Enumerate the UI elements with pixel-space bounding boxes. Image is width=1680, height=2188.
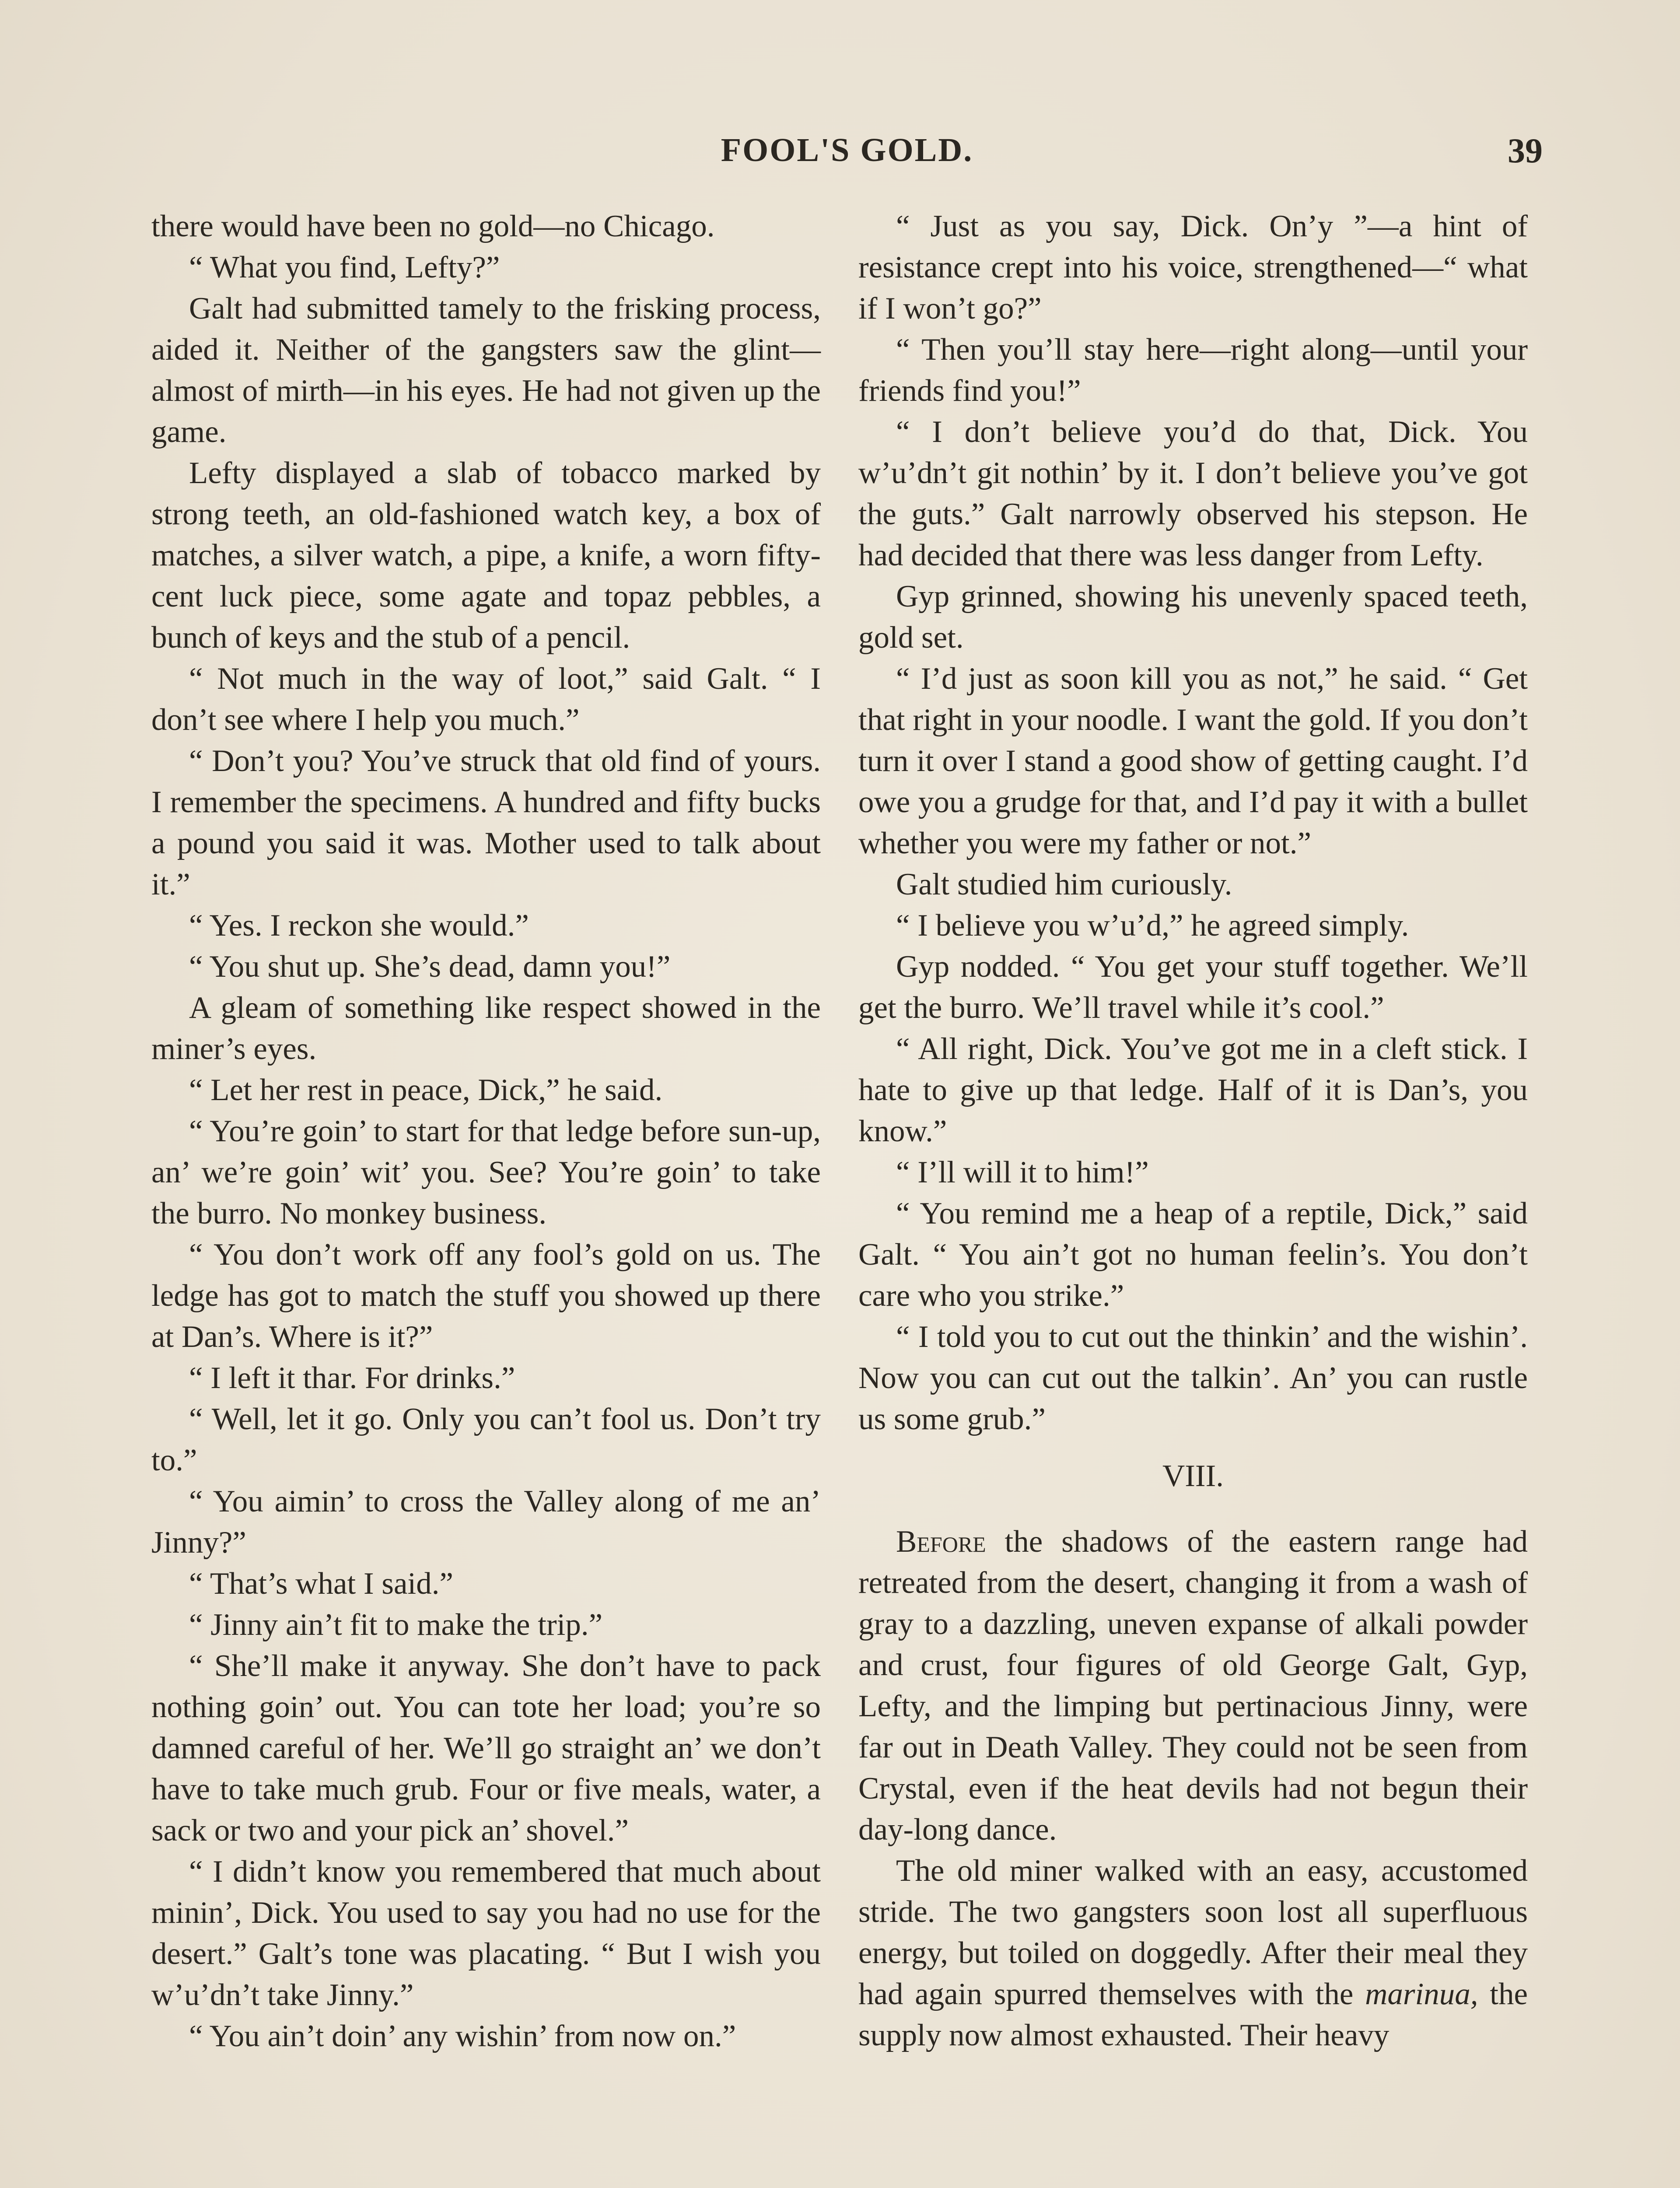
chapter-first-word: Before <box>896 1525 986 1559</box>
chapter-second-paragraph <box>858 1850 1528 2056</box>
paragraph: “ Just as you say, Dick. On’y ”—a hint of resistance crept into his voice, strengthened—“ what if I won’t go?” <box>858 209 1528 326</box>
right-column <box>858 206 1528 2056</box>
paragraph: “ Well, let it go. Only you can’t fool us. Don’t try to.” <box>151 1402 821 1477</box>
chapter-opening-paragraph <box>858 1521 1528 1850</box>
paragraph: “ I didn’t know you remembered that much about minin’, Dick. You used to say you had no use for the desert.” Galt’s tone was placating. “ But I wish you w’u’dn’t take Jinny.” <box>151 1855 821 2012</box>
paragraph: “ Don’t you? You’ve struck that old find of yours. I remember the specimens. A hundred and fifty bucks a pound you said it was. Mother used to talk about it.” <box>151 744 821 901</box>
paragraph: “ I’ll will it to him!” <box>896 1155 1149 1189</box>
running-title: FOOL'S GOLD. <box>721 132 973 168</box>
page-header <box>151 131 1543 179</box>
paragraph: “ I left it thar. For drinks.” <box>189 1361 515 1395</box>
chapter-heading: VIII. <box>1162 1459 1224 1493</box>
paragraph: Galt had submitted tamely to the frisking process, aided it. Neither of the gangsters saw the glint—almost of mirth—in his eyes. He had not given up the game. <box>151 291 821 449</box>
paragraph: Gyp nodded. “ You get your stuff together. We’ll get the burro. We’ll travel while it’s cool.” <box>858 950 1528 1025</box>
paragraph: A gleam of something like respect showed in the miner’s eyes. <box>151 991 821 1066</box>
paragraph: “ Not much in the way of loot,” said Galt. “ I don’t see where I help you much.” <box>151 662 821 737</box>
paragraph: “ Jinny ain’t fit to make the trip.” <box>189 1608 603 1642</box>
paragraph: “ You aimin’ to cross the Valley along of me an’ Jinny?” <box>151 1484 821 1560</box>
paragraph: “ What you find, Lefty?” <box>189 250 500 284</box>
chapter-second-text-b: the supply now almost exhausted. Their heavy <box>858 1977 1528 2052</box>
paragraph: “ I’d just as soon kill you as not,” he said. “ Get that right in your noodle. I want the gold. If you don’t turn it over I stand a good show of getting caught. I’d owe you a grudge for that, and I’d pay it with a bullet whether you were my father or not.” <box>858 662 1528 860</box>
paragraph: Galt studied him curiously. <box>896 867 1232 901</box>
chapter-second-text-a: The old miner walked with an easy, accustomed stride. The two gangsters soon lost all superfluous energy, but toiled on doggedly. After their meal they had again spurred themselves with the <box>858 1854 1528 2011</box>
paragraph: “ That’s what I said.” <box>189 1567 453 1601</box>
paragraph: “ You shut up. She’s dead, damn you!” <box>189 950 671 984</box>
paragraph: Gyp grinned, showing his unevenly spaced teeth, gold set. <box>858 579 1528 655</box>
page-number: 39 <box>1508 132 1543 170</box>
paragraph: Lefty displayed a slab of tobacco marked by strong teeth, an old-fashioned watch key, a box of matches, a silver watch, a pipe, a knife, a worn fifty-cent luck piece, some agate and topaz pebbles, a bunch of keys and the stub of a pencil. <box>151 456 821 655</box>
left-column <box>151 206 821 2057</box>
paragraph: “ I believe you w’u’d,” he agreed simply. <box>896 908 1409 943</box>
chapter-opening-text: the shadows of the eastern range had retreated from the desert, changing it from a wash of gray to a dazzling, uneven expanse of alkali powder and crust, four figures of old George Galt, Gyp, Lefty, and the limping but pertinacious Jinny, were far out in Death Valley. They could not be seen from Crystal, even if the heat devils had not begun their day-long dance. <box>858 1525 1528 1847</box>
right-column-dialogue <box>858 206 1528 1440</box>
paragraph: “ You remind me a heap of a reptile, Dick,” said Galt. “ You ain’t got no human feelin’s. You don’t care who you strike.” <box>858 1196 1528 1313</box>
paragraph: “ I don’t believe you’d do that, Dick. You w’u’dn’t git nothin’ by it. I don’t believe you’ve got the guts.” Galt narrowly observed his stepson. He had decided that there was less danger from Lefty. <box>858 415 1528 572</box>
paragraph: “ I told you to cut out the thinkin’ and the wishin’. Now you can cut out the talkin’. An’ you can rustle us some grub.” <box>858 1320 1528 1436</box>
italic-word: marinua, <box>1365 1977 1478 2011</box>
paragraph: “ She’ll make it anyway. She don’t have to pack nothing goin’ out. You can tote her load; you’re so damned careful of her. We’ll go straight an’ we don’t have to take much grub. Four or five meals, water, a sack or two and your pick an’ shovel.” <box>151 1649 821 1848</box>
paragraph: “ You’re goin’ to start for that ledge before sun-up, an’ we’re goin’ wit’ you. See? You’re goin’ to take the burro. No monkey business. <box>151 1114 821 1231</box>
paragraph: “ Let her rest in peace, Dick,” he said. <box>189 1073 663 1107</box>
paragraph: “ Yes. I reckon she would.” <box>189 908 529 943</box>
paragraph: there would have been no gold—no Chicago. <box>151 209 715 243</box>
paragraph: “ You don’t work off any fool’s gold on us. The ledge has got to match the stuff you showed up there at Dan’s. Where is it?” <box>151 1238 821 1354</box>
paragraph: “ Then you’ll stay here—right along—until your friends find you!” <box>858 333 1528 408</box>
paragraph: “ You ain’t doin’ any wishin’ from now on.” <box>189 2019 736 2053</box>
paragraph: “ All right, Dick. You’ve got me in a cleft stick. I hate to give up that ledge. Half of it is Dan’s, you know.” <box>858 1032 1528 1148</box>
